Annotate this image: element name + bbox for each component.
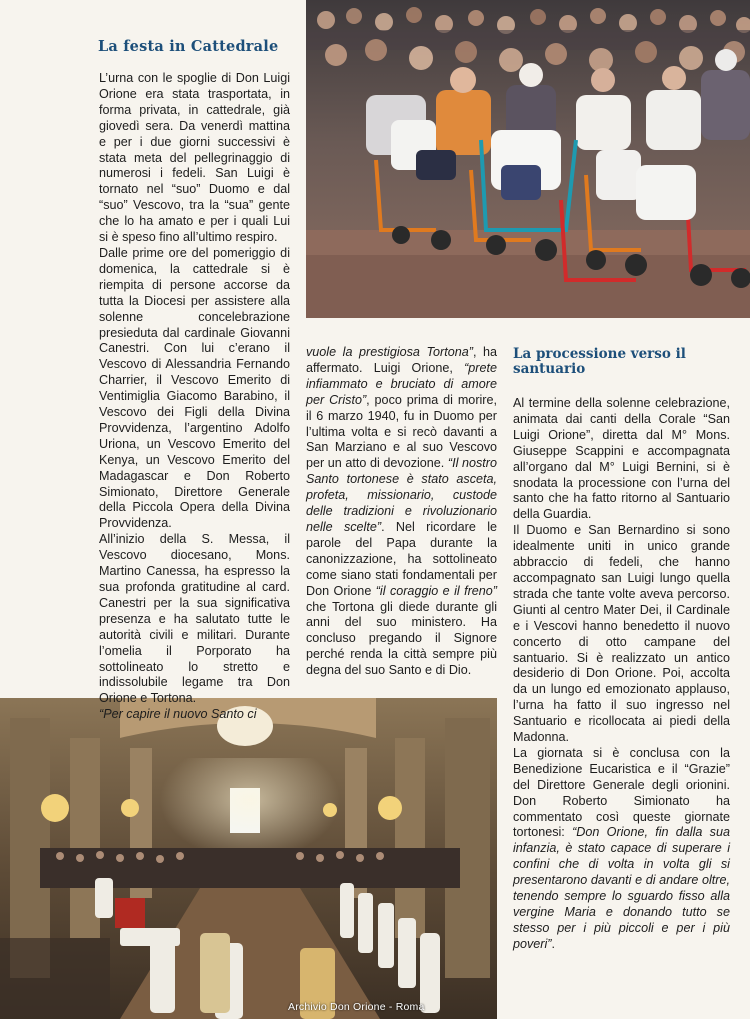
text-run: che Tortona gli diede durante gli anni del suo ministero. Ha concluso pregando il Signore perché renda la città sempre più degna del suo Santo e di Dio. xyxy=(306,599,497,678)
quote-run: “Don Orione, fin dalla sua infanzia, è stato capace di superare i confini che di volta in volta gli si presentarono davanti e di andare oltre, tenendo sempre lo sguardo fisso alla vergine Maria e donando tutto se stesso per i più piccoli e per i più poveri” xyxy=(513,825,730,951)
column-middle xyxy=(306,345,497,679)
text-run: La giornata si è conclusa con la Benedizione Eucaristica e il “Grazie” del Direttore Generale degli orionini. Don Roberto Simionato ha commentato così queste giornate tortonesi: xyxy=(513,745,730,840)
quote-run: “Per capire il nuovo Santo ci xyxy=(99,707,257,722)
paragraph: Al termine della solenne celebrazione, animata dai canti della Corale “San Luigi Orione”, diretta dal M° Mons. Giuseppe Scappini e accompagnata all’organo dal M° Luigi Bernini, si è snodata la processione con l’urna del santo che ha fatto ritorno al Santuario della Guardia. xyxy=(513,396,730,522)
text-run: , ha affermato. Luigi Orione, xyxy=(306,345,498,375)
column-right xyxy=(513,396,730,953)
text-run: All’inizio della S. Messa, il Vescovo diocesano, Mons. Martino Canessa, ha espresso la sua profonda gratitudine al card. Canestri per la sua significativa presenza e ha salutato tutte le autorità civili e militari. Durante l’omelia il Porporato ha sottolineato lo stretto e indissolubile legame tra Don Orione e Tortona. xyxy=(99,532,290,706)
archive-credit: Archivio Don Orione - Roma xyxy=(288,1001,425,1013)
paragraph: Il Duomo e San Bernardino si sono idealmente uniti in unico grande abbraccio di fedeli, che hanno accompagnato san Luigi lungo quella strada che tante volte aveva percorso. Giunti al centro Mater Dei, il Cardinale e i Vescovi hanno benedetto il nuovo concerto di otto campane del santuario. Si è realizzato un antico desiderio di Don Orione. Poi, accolta da un lungo ed emozionato applauso, l’urna ha fatto il suo ingresso nel Santuario e ricollocata ai piedi della Madonna. xyxy=(513,523,730,745)
section-heading-procession: La processione verso il santuario xyxy=(513,346,686,377)
section-heading-cathedral: La festa in Cattedrale xyxy=(98,38,279,55)
column-left xyxy=(99,71,290,723)
quote-run: vuole la prestigiosa Tortona” xyxy=(306,345,473,359)
quote-run: “Il nostro Santo tortonese è stato asceta, profeta, missionario, custode delle tradizioni e rivoluzionario nelle scelte” xyxy=(306,456,497,534)
photo-cathedral-interior xyxy=(0,698,497,1019)
text-run: , poco prima di morire, il 6 marzo 1940, fu in Duomo per l’ultima volta e si recò davanti a San Marziano e al suo Vescovo per un atto di devozione. xyxy=(306,392,498,471)
quote-run: “il coraggio e il freno” xyxy=(375,583,497,598)
photo-crowd-wheelchairs xyxy=(306,0,750,318)
paragraph: Dalle prime ore del pomeriggio di domenica, la cattedrale si è riempita di persone accorse da tutta la Diocesi per assistere alla solenne concelebrazione presieduta dal cardinale Giovanni Canestri. Con lui c’erano il Vescovo di Alessandria Fernando Charrier, il Vescovo Emerito di Ventimiglia Giacomo Barabino, il Vescovo dei Figli della Divina Provvidenza, l’argentino Adolfo Uriona, un Vescovo Emerito del Kenya, un Vescovo Emerito del Madagascar e Don Roberto Simionato, Direttore Generale della Piccola Opera della Divina Provvidenza. xyxy=(99,245,290,531)
paragraph: L’urna con le spoglie di Don Luigi Orione era stata trasportata, in forma privata, in cattedrale, già giovedì sera. Da venerdì mattina e per i due giorni successivi è stata meta del pellegrinaggio di numerosi i fedeli. San Luigi è tornato nel “suo” Duomo e dal “suo” Vescovo, tra la “sua” gente che lo ha amato e per i quali Lui si è speso fino all’ultimo respiro. xyxy=(99,71,290,245)
paragraph xyxy=(306,345,497,679)
text-run: . xyxy=(551,936,555,951)
quote-run: “prete infiammato e bruciato di amore per Cristo” xyxy=(306,360,497,407)
paragraph xyxy=(99,532,290,723)
text-run: . Nel ricordare le parole del Papa durante la canonizzazione, ha sottolineato come siano stati fondamentali per Don Orione xyxy=(306,519,498,598)
paragraph xyxy=(513,746,730,953)
